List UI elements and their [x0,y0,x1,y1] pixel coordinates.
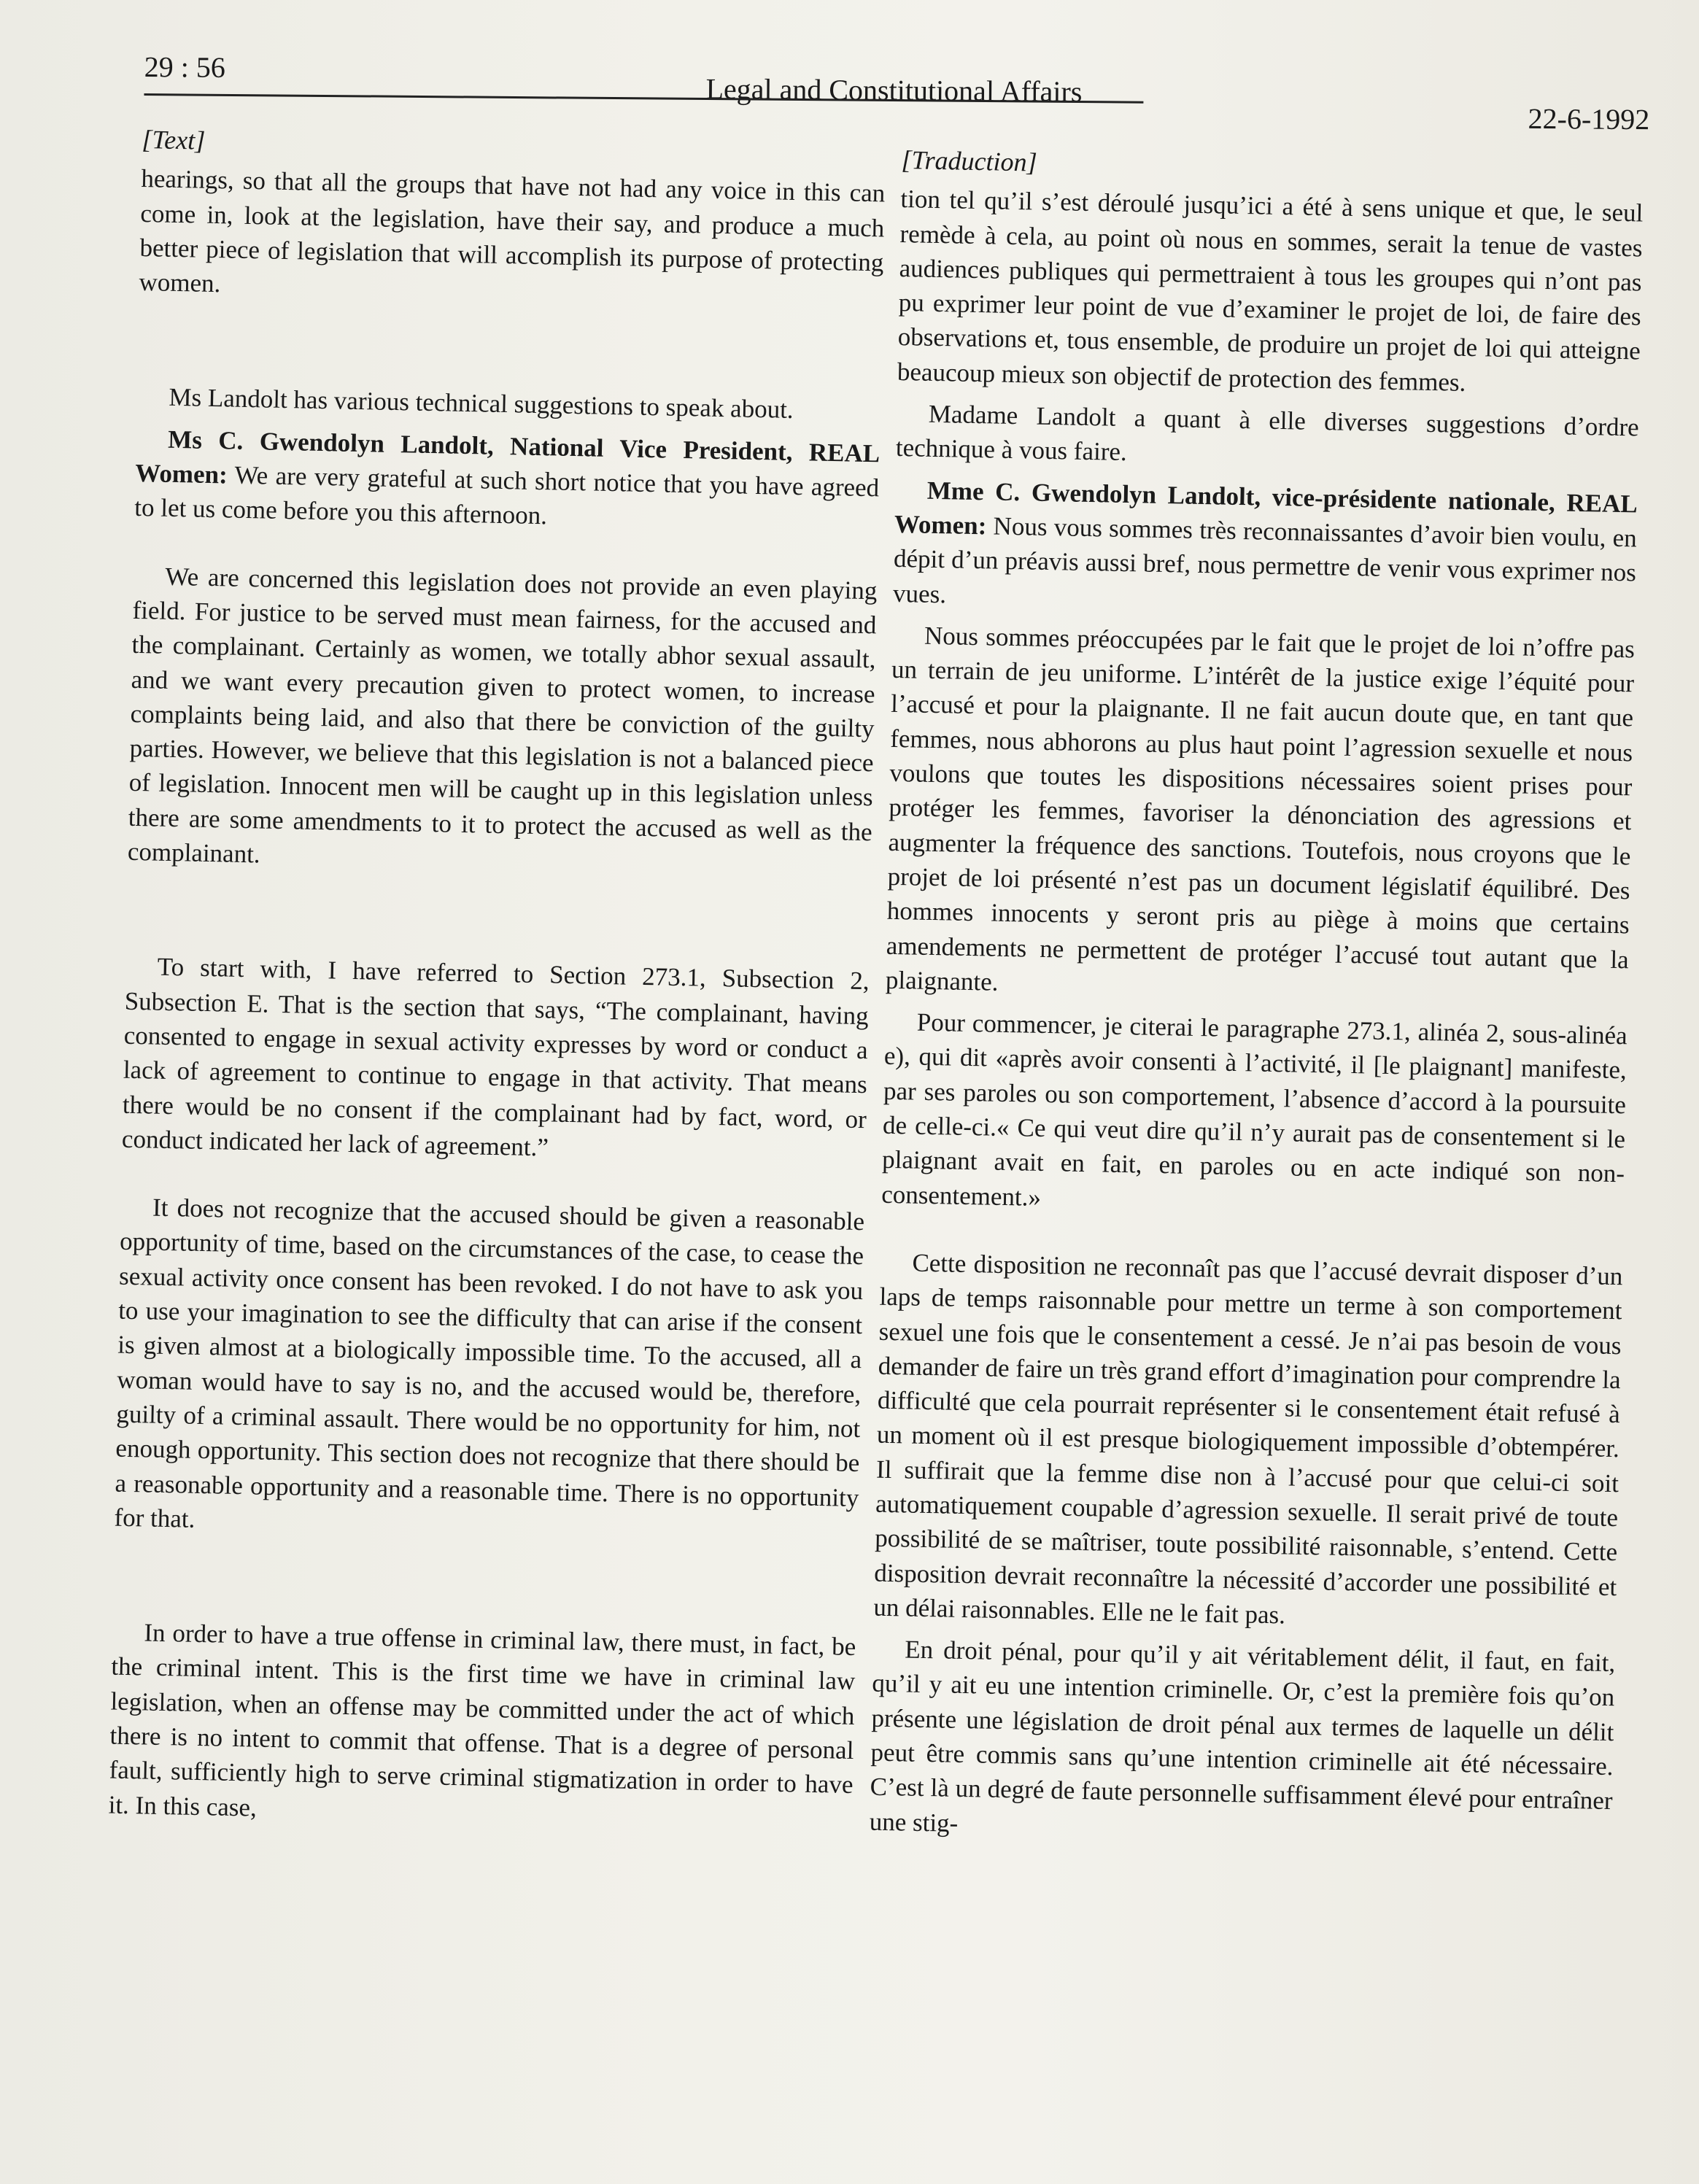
paragraph: In order to have a true offense in criminal law, there must, in fact, be the criminal intent. This is the first time we have in criminal law legislation, when an offense may be committed under the act of which there is no intent to commit that offense. That is a degree of personal fault, sufficiently high to serve criminal stigmatization in order to have it. In this case, [108,1618,856,1822]
french-column [869,143,1644,1853]
page-header [144,45,1650,139]
paragraph: To start with, I have referred to Section 273.1, Subsection 2, Subsection E. That is the section that says, “The complainant, having consented to engage in sexual activity expresses by word or conduct a lack of agreement to continue to engage in that activity. That means there would be no consent if the complainant had by fact, word, or conduct indicated her lack of agreement.” [121,952,870,1162]
speaker-paragraph [893,473,1638,625]
paragraph: Pour commencer, je citerai le paragraphe 273.1, alinéa 2, sous-alinéa e), qui dit «après avoir consenti à l’activité, il [le plaignant] manifeste, par ses paroles ou son comportement, l’absence d’accord à la poursuite de celle-ci.« Ce qui veut dire qu’il n’y aurait pas de consentement si le plaignant avait en fait, en paroles ou en acte indiqué son non-consentement.» [881,1007,1628,1212]
paragraph: Madame Landolt a quant à elle diverses suggestions d’ordre technique à vous faire. [895,399,1640,467]
paragraph: We are concerned this legislation does not provide an even playing field. For justice to be served must mean fairness, for the accused and the complainant. Certainly as women, we totally abhor sexual assault, and we want every precaution given to protect women, to increase complaints being laid, and also that there be conviction of the guilty parties. However, we believe that this legislation is not a balanced piece of legislation. Innocent men will be caught up in this legislation unless there are some amendments to it to protect the accused as well as the complainant. [127,562,878,869]
paragraph: hearings, so that all the groups that have not had any voice in this can come in, look at the legislation, have their say, and produce a much better piece of legislation that will accomplish its purpose of protecting women. [139,164,886,298]
language-tag: [Traduction] [901,144,1037,177]
speaker-name: Mme C. Gwendolyn Landolt, vice-présidente nationale, REAL Women: [894,476,1638,541]
page-number: 29 : 56 [144,50,226,84]
paragraph: En droit pénal, pour qu’il y ait véritablement délit, il faut, en fait, qu’il y ait eu une intention criminelle. Or, c’est la première fois qu’on présente une législation de droit pénal aux termes de laquelle un délit peut être commis sans qu’une intention criminelle ait été nécessaire. C’est là un degré de faute personnelle suffisamment élevé pour entraîner une stig- [869,1635,1616,1838]
speech-text: We are very grateful at such short notice that you have agreed to let us come before you this afternoon. [134,460,880,530]
paragraph: tion tel qu’il s’est déroulé jusqu’ici a été à sens unique et que, le seul remède à cela, au point où nous en sommes, serait la tenue de vastes audiences publiques qui permettraient à tous les groupes qui n’ont pas pu exprimer leur point de vue d’examiner le projet de loi, de faire des observations et, tous ensemble, de produire un projet de loi qui atteigne beaucoup mieux son objectif de protection des femmes. [897,185,1644,397]
language-tag: [Text] [142,124,206,155]
speaker-paragraph [134,422,881,540]
paragraph: Ms Landolt has various technical suggestions to speak about. [169,383,794,425]
header-date: 22-6-1992 [1528,101,1650,136]
paragraph: Cette disposition ne reconnaît pas que l’accusé devrait disposer d’un laps de temps raisonnable pour mettre un terme à son comportement sexuel une fois que le consentement a cessé. Je n’ai pas besoin de vous demander de faire un très grand effort d’imagination pour comprendre la difficulté que cela pourrait représenter si le consentement était refusé à un moment où il est presque biologiquement impossible d’obtempérer. Il suffirait que la femme dise non à l’accusé pour que celui-ci soit automatiquement coupable d’agression sexuelle. Il serait privé de toute possibilité de se maîtriser, toute possibilité raisonnable, s’entend. Cette disposition devrait reconnaître la nécessité d’accorder une possibilité et un délai raisonnables. Elle ne le fait pas. [873,1248,1623,1630]
paragraph: It does not recognize that the accused should be given a reasonable opportunity of time, based on the circumstances of the case, to cease the sexual activity once consent has been revoked. I do not have to ask you to use your imagination to see the difficulty that can arise if the consent is given almost at a biologically impossible time. To the accused, all a woman would have to say is no, and the accused would be, therefore, guilty of a criminal assault. There would be no opportunity for him, not enough opportunity. This section does not recognize that there should be a reasonable opportunity and a reasonable time. There is no opportunity for that. [114,1193,865,1533]
paragraph: Nous sommes préoccupées par le fait que le projet de loi n’offre pas un terrain de jeu uniforme. L’intérêt de la justice exige l’équité pour l’accusé et pour la plaignante. Il ne fait aucun doute que, en tant que femmes, nous abhorons au plus haut point l’agression sexuelle et nous voulons que toutes les dispositions nécessaires soient prises pour protéger les femmes, favoriser la dénonciation des agressions et augmenter la fréquence des sanctions. Toutefois, nous croyons que le projet de loi présenté n’est pas un document législatif équilibré. Des hommes innocents y seront pris au piège à moins que certains amendements ne permettent de protéger l’accusé tout autant que la plaignante. [885,621,1636,996]
english-column [108,123,886,1837]
running-title: Legal and Constitutional Affairs [705,72,1083,109]
speech-text: Nous vous sommes très reconnaissantes d’avoir bien voulu, en dépit d’un préavis aussi bref, nous permettre de venir vous exprimer nos vues. [892,511,1638,608]
speaker-name: Ms C. Gwendolyn Landolt, National Vice President, REAL Women: [134,425,881,489]
